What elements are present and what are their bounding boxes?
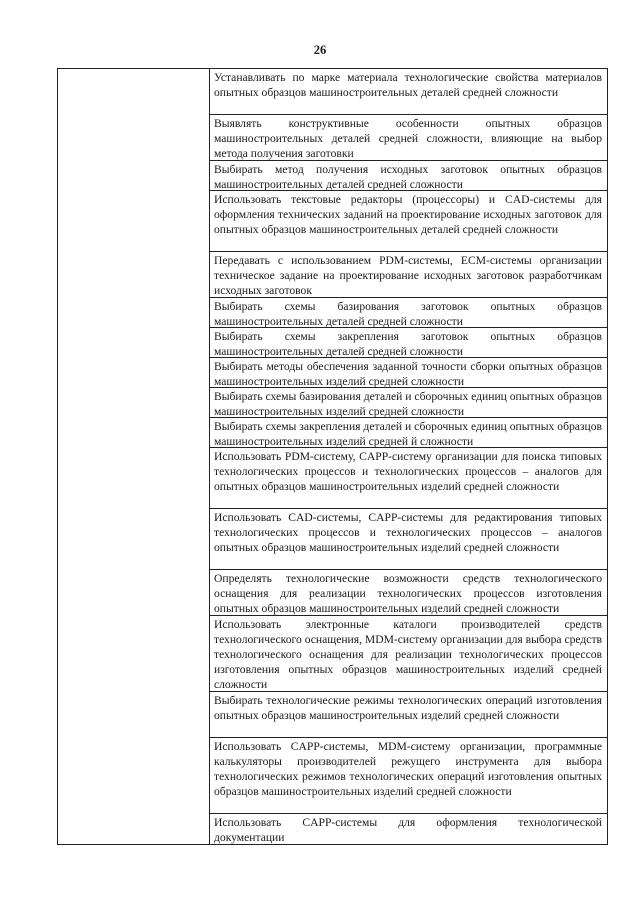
list-item: Выявлять конструктивные особенности опытных образцов машиностроительных деталей средней сложности, влияющие на выбор метода получения заготовки (210, 115, 607, 161)
list-item: Выбирать технологические режимы технологических операций изготовления опытных образцов машиностроительных изделий средней сложности (210, 692, 607, 738)
list-item: Выбирать схемы базирования заготовок опытных образцов машиностроительных деталей средней сложности (210, 298, 607, 328)
list-item: Использовать CAPP-системы для оформления технологической документации (214, 816, 602, 844)
skills-list (210, 69, 607, 844)
list-item: Устанавливать по марке материала технологические свойства материалов опытных образцов машиностроительных деталей средней сложности (210, 69, 607, 115)
table-right-cell (210, 69, 608, 845)
list-item: Выбирать метод получения исходных заготовок опытных образцов машиностроительных деталей средней сложности (210, 161, 607, 191)
list-item: Использовать электронные каталоги производителей средств технологического оснащения, MDM-систему организации для выбора средств технологического оснащения для реализации технологических процессов изготовления опытных образцов машиностроительных изделий средней сложности (210, 616, 607, 692)
table-row (58, 69, 608, 845)
list-item: Использовать CAPP-системы, MDM-систему организации, программные калькуляторы производителей режущего инструмента для выбора технологических режимов технологических операций изготовления опытных образцов машиностроительных изделий средней сложности (210, 738, 607, 814)
list-item: Выбирать схемы закрепления деталей и сборочных единиц опытных образцов машиностроительных изделий средней й сложности (210, 418, 607, 448)
list-item: Использовать PDM-систему, CAPP-систему организации для поиска типовых технологических процессов и технологических процессов – аналогов для опытных образцов машиностроительных изделий средней сложности (210, 448, 607, 509)
list-item: Выбирать методы обеспечения заданной точности сборки опытных образцов машиностроительных изделий средней сложности (210, 358, 607, 388)
list-item: Использовать текстовые редакторы (процессоры) и CAD-системы для оформления технических заданий на проектирование исходных заготовок для опытных образцов машиностроительных деталей средней сложности (210, 191, 607, 252)
list-item: Использовать CAD-системы, CAPP-системы для редактирования типовых технологических процессов и технологических процессов – аналогов опытных образцов машиностроительных изделий средней сложности (210, 509, 607, 570)
list-item: Выбирать схемы закрепления заготовок опытных образцов машиностроительных деталей средней сложности (210, 328, 607, 358)
page-number: 26 (313, 43, 327, 57)
list-item: Выбирать схемы базирования деталей и сборочных единиц опытных образцов машиностроительных изделий средней сложности (210, 388, 607, 418)
skills-table (57, 68, 608, 845)
table-left-cell (58, 69, 210, 845)
list-item: Определять технологические возможности средств технологического оснащения для реализации технологических процессов изготовления опытных образцов машиностроительных изделий средней сложности (210, 570, 607, 616)
list-item: Передавать с использованием PDM-системы, ECM-системы организации техническое задание на проектирование исходных заготовок разработчикам исходных заготовок (210, 252, 607, 298)
